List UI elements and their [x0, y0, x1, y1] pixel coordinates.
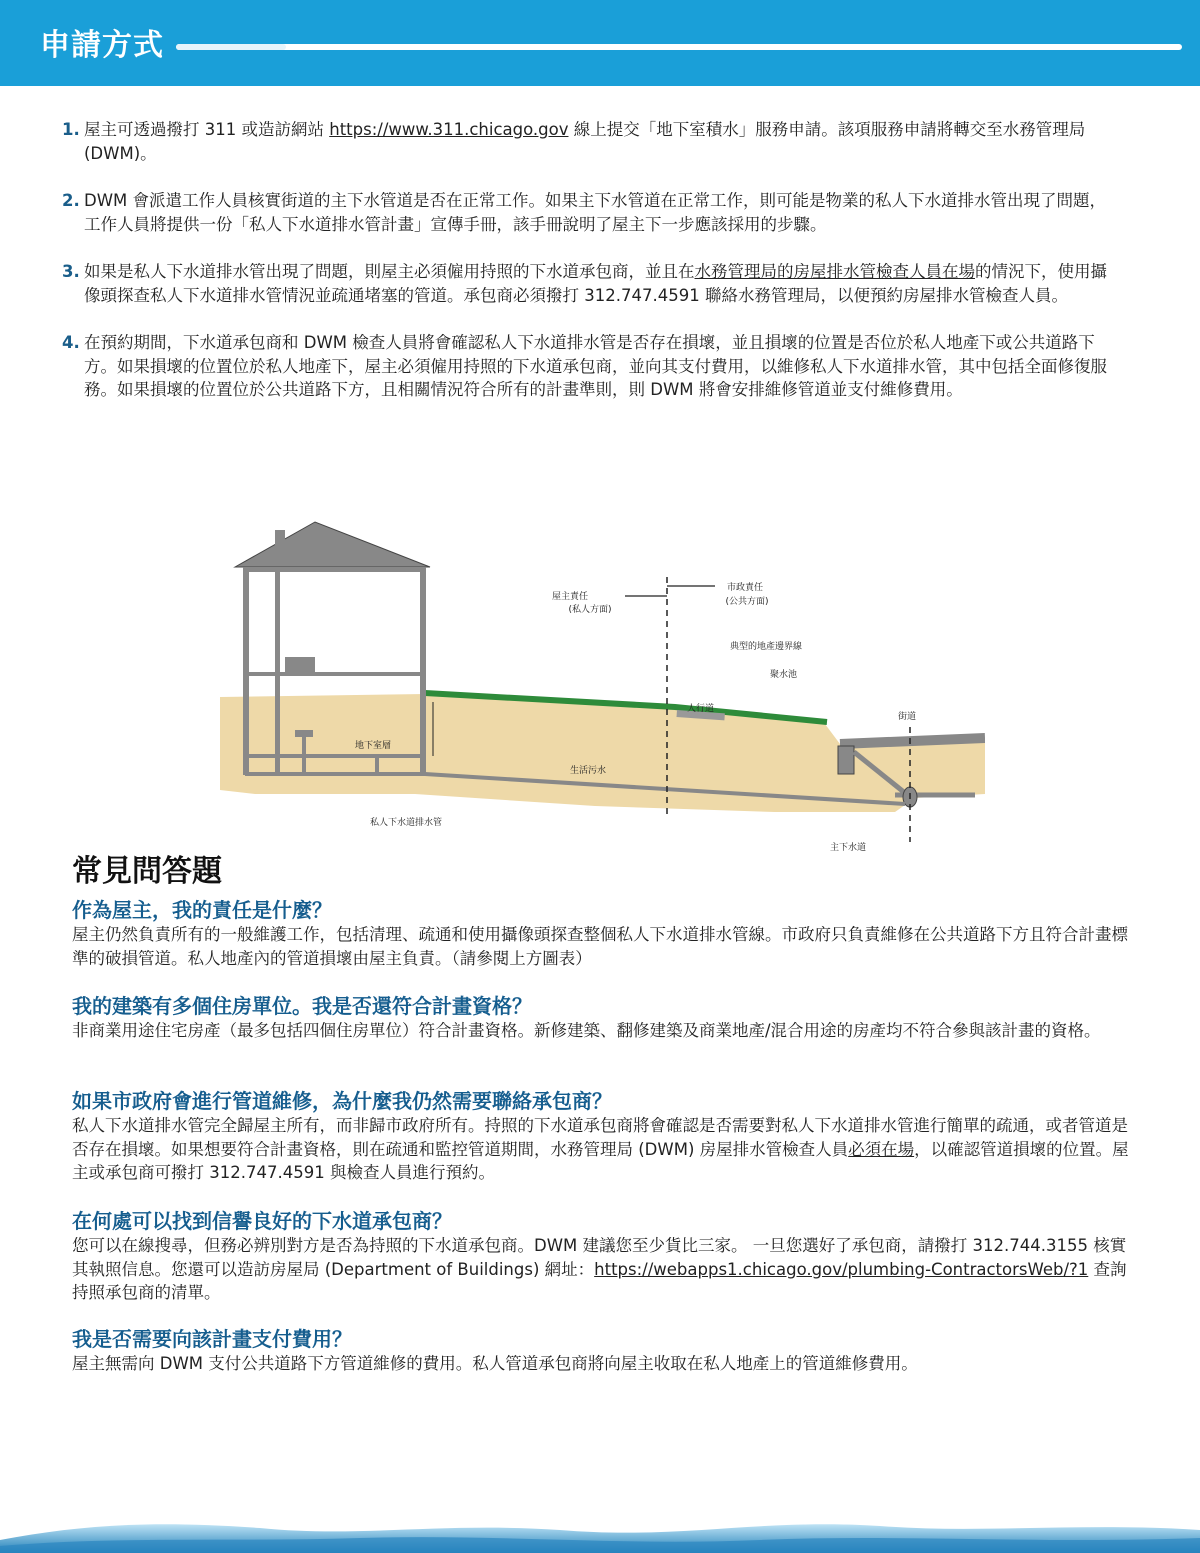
basement-sink [295, 730, 313, 737]
catch-basin-label: 聚水池 [770, 670, 798, 680]
faq-answer-text: ，以確認管道損壞的位置。屋主或承包商可撥打 312.747.4591 與檢查人員進行預約。 [72, 1139, 1129, 1182]
main-sewer-label: 主下水道 [830, 843, 867, 853]
faq-answer: 非商業用途住宅房產（最多包括四個住房單位）符合計畫資格。新修建築、翻修建築及商業地產/混合用途的房產均不符合參與該計畫的資格。 [72, 1021, 1101, 1040]
step-3 [62, 260, 1122, 307]
city-resp-label: 市政責任 [726, 583, 764, 593]
311-link[interactable]: https://www.311.chicago.gov [329, 120, 569, 139]
faq-answer-text: 私人下水道排水管完全歸屋主所有，而非歸市政府所有。持照的下水道承包商將會確認是否需要對私人下水道排水管進行簡單的疏通，或者管道是否存在損壞。如果想要符合計畫資格，則在疏通和監控管道期間，水務管理局 (DWM) 房屋排水管檢查人員 [72, 1116, 1128, 1159]
private-drain-label: 私人下水道排水管 [370, 818, 443, 828]
section-title: 申請方式 [40, 28, 164, 63]
step-text: 如果是私人下水道排水管出現了問題，則屋主必須僱用持照的下水道承包商，並且在 [84, 262, 695, 281]
faq-answer [72, 1114, 1132, 1185]
owner-resp-sub: (私人方面) [568, 605, 612, 615]
application-steps [62, 118, 1122, 426]
faq-item-4 [72, 1208, 1132, 1305]
house-wall-left [243, 567, 249, 775]
ceiling [243, 567, 426, 572]
city-resp-sub: (公共方面) [725, 597, 769, 607]
faq-question: 我是否需要向該計畫支付費用？ [72, 1327, 352, 1351]
step-number: 4. [62, 333, 80, 352]
section-header [0, 0, 1200, 86]
street-surface [840, 738, 985, 744]
owner-resp-label: 屋主責任 [551, 592, 589, 602]
chimney [275, 530, 285, 555]
plumbing-contractors-link[interactable]: https://webapps1.chicago.gov/plumbing-ContractorsWeb/?1 [594, 1259, 1089, 1279]
faq-question: 在何處可以找到信譽良好的下水道承包商？ [72, 1209, 452, 1233]
sewage-label: 生活污水 [570, 766, 607, 776]
soil-area [220, 694, 985, 812]
step-2 [62, 189, 1122, 236]
catch-basin [838, 746, 854, 774]
step-number: 3. [62, 262, 80, 281]
step-text: 在預約期間，下水道承包商和 DWM 檢查人員將會確認私人下水道排水管是否存在損壞，並且損壞的位置是否位於私人地產下或公共道路下方。如果損壞的位置位於私人地產下，屋主必須僱用持照的下水道承包商，並向其支付費用，以維修私人下水道排水管，其中包括全面修復服務。如果損壞的位置位於公共道路下方，且相關情況符合所有的計畫準則，則 DWM 將會安排維修管道並支付維修費用。 [84, 333, 1107, 399]
step-text: 屋主可透過撥打 311 或造訪網站 [84, 120, 330, 139]
step-1 [62, 118, 1122, 165]
sewer-diagram [215, 512, 985, 857]
step-4 [62, 331, 1122, 402]
sidewalk-label: 人行道 [687, 704, 715, 714]
faq-answer-text: 查詢持照承包商的清單。 [72, 1259, 1127, 1302]
house-roof [235, 522, 430, 567]
step-text: 的情況下，使用攝像頭探查私人下水道排水管情況並疏通堵塞的管道。承包商必須撥打 312.747.4591 聯絡水務管理局，以便預約房屋排水管檢查人員。 [84, 262, 1107, 305]
step-text: 線上提交「地下室積水」服務申請。該項服務申請將轉交至水務管理局 (DWM)。 [84, 120, 1086, 163]
header-rule [176, 44, 1182, 50]
faq-item-1 [72, 897, 1132, 970]
faq-question: 如果市政府會進行管道維修，為什麼我仍然需要聯絡承包商？ [72, 1089, 612, 1113]
stack-pipe [275, 567, 280, 774]
faq-answer-underlined: 必須在場 [848, 1139, 915, 1159]
water-wave-decoration [0, 1500, 1200, 1553]
header-rule-accent [176, 44, 286, 50]
step-number: 1. [62, 120, 80, 139]
faq-answer: 屋主無需向 DWM 支付公共道路下方管道維修的費用。私人管道承包商將向屋主收取在私人地產上的管道維修費用。 [72, 1354, 918, 1373]
faq-answer-text: 您可以在線搜尋，但務必辨別對方是否為持照的下水道承包商。DWM 建議您至少貨比三家。 一旦您選好了承包商，請撥打 312.744.3155 核實其執照信息。您還可以造訪房屋局 (Department of Buildings) 網址： [72, 1236, 1127, 1279]
faq-question: 我的建築有多個住房單位。我是否還符合計畫資格？ [72, 994, 532, 1018]
first-floor [243, 672, 426, 676]
faq-question: 作為屋主，我的責任是什麼？ [72, 898, 332, 922]
property-line-label: 典型的地產邊界線 [730, 642, 803, 652]
basement-label: 地下室層 [355, 741, 392, 751]
faq-item-3 [72, 1088, 1132, 1185]
sink-fixture [285, 657, 315, 672]
step-underlined-text: 水務管理局的房屋排水管檢查人員在場 [694, 262, 975, 281]
faq-answer: 屋主仍然負責所有的一般維護工作，包括清理、疏通和使用攝像頭探查整個私人下水道排水管線。市政府只負責維修在公共道路下方且符合計畫標準的破損管道。私人地產內的管道損壞由屋主負責。（請參閱上方圖表） [72, 925, 1128, 968]
faq-title: 常見問答題 [72, 854, 222, 889]
faq-answer [72, 1234, 1132, 1305]
house-wall-right [420, 567, 426, 775]
street-label: 街道 [898, 712, 917, 722]
faq-item-2 [72, 993, 1132, 1043]
step-text: DWM 會派遣工作人員核實街道的主下水管道是否在正常工作。如果主下水管道在正常工作，則可能是物業的私人下水道排水管出現了問題，工作人員將提供一份「私人下水道排水管計畫」宣傳手冊，該手冊說明了屋主下一步應該採用的步驟。 [84, 191, 1107, 234]
faq-item-5 [72, 1326, 1132, 1376]
step-number: 2. [62, 191, 80, 210]
